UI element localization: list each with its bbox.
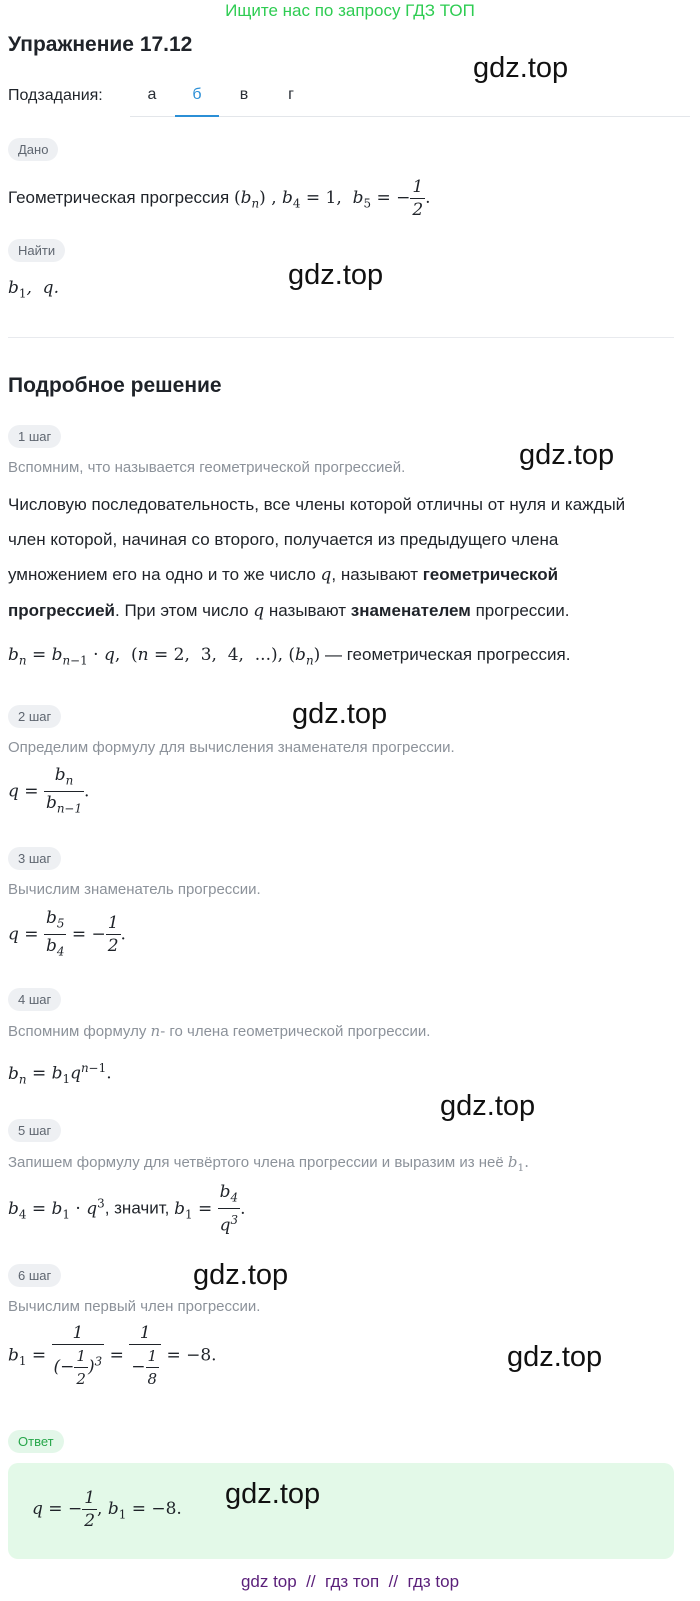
subtasks-label: Подзадания: — [8, 87, 103, 104]
given-text — [8, 176, 431, 221]
subtask-tabs — [130, 80, 690, 117]
step-1-formula: $b_n = b_{n-1} \cdot q$, (n = 2, 3, 4, ...), $(b_n)$ — геометрическая прогрессия. — [8, 645, 571, 668]
step-hint: Вспомним формулу n- го члена геометрической прогрессии. — [8, 1022, 431, 1040]
given-badge: Дано — [8, 138, 58, 161]
text-line: член которой, начиная со второго, получается из предыдущего члена — [8, 530, 559, 549]
watermark: gdz.top — [193, 1259, 289, 1291]
step-badge: 1 шаг — [8, 425, 61, 448]
step-badge: 3 шаг — [8, 847, 61, 870]
step-hint: Вспомним, что называется геометрической прогрессией. — [8, 459, 406, 476]
solution-title: Подробное решение — [8, 374, 222, 397]
step-badge: 4 шаг — [8, 988, 61, 1011]
text-line: прогрессией. При этом число q называют знаменателем прогрессии. — [8, 601, 570, 621]
find-badge: Найти — [8, 239, 65, 262]
step-badge: 2 шаг — [8, 705, 61, 728]
page-title: Упражнение 17.12 — [8, 33, 193, 56]
step-2-formula: q = $\frac{b_n}{b_{n-1}}$ . — [8, 765, 90, 816]
tab-v[interactable]: в — [239, 86, 249, 103]
find-formula: $b_1$, q. — [8, 278, 59, 301]
answer-badge: Ответ — [8, 1430, 64, 1453]
watermark: gdz.top — [288, 259, 384, 291]
text-line: умножением его на одно и то же число q, называют геометрической — [8, 565, 559, 585]
step-6-formula: $b_1$ = 1 (− $\frac{1}{2}$ )$^3$ = 1 − $\frac{1}{8}$ = −8. — [8, 1323, 217, 1388]
step-5-formula: $b_4 = b_1 \cdot q^3$, значит, $b_1$ = $\frac{b_4}{q^3}$ . — [8, 1182, 246, 1237]
text-line: Числовую последовательность, все члены которой отличны от нуля и каждый — [8, 495, 626, 514]
step-3-formula: q = $\frac{b_5}{b_4}$ = − $\frac{1}{2}$ . — [8, 908, 126, 959]
step-hint: Вычислим знаменатель прогрессии. — [8, 881, 261, 898]
watermark: gdz.top — [519, 439, 615, 471]
tab-g[interactable]: г — [288, 86, 294, 103]
divider — [8, 337, 674, 338]
step-4-formula: $b_n = b_1q^{n-1}$. — [8, 1061, 112, 1087]
search-banner: Ищите нас по запросу ГДЗ ТОП — [225, 1, 475, 20]
answer-formula: q = − $\frac{1}{2}$ , $b_1 = -8$. — [32, 1488, 182, 1531]
given-formula: $(b_n)$ , $b_4 = 1$, $b_5$ = − $\frac{1}{2}$ . — [233, 177, 431, 220]
tab-b[interactable]: б — [175, 86, 219, 104]
watermark: gdz.top — [440, 1090, 536, 1122]
step-hint: Вычислим первый член прогрессии. — [8, 1298, 261, 1315]
step-badge: 5 шаг — [8, 1119, 61, 1142]
watermark: gdz.top — [507, 1341, 603, 1373]
step-hint: Определим формулу для вычисления знаменателя прогрессии. — [8, 739, 455, 756]
watermark: gdz.top — [473, 52, 569, 84]
step-hint: Запишем формулу для четвёртого члена прогрессии и выразим из неё $b_1$. — [8, 1153, 529, 1174]
footer-links[interactable]: gdz top // гдз топ // гдз top — [240, 1572, 460, 1591]
step-1-text — [8, 487, 693, 629]
watermark: gdz.top — [225, 1478, 321, 1510]
step-badge: 6 шаг — [8, 1264, 61, 1287]
given-description: Геометрическая прогрессия — [8, 188, 230, 207]
watermark: gdz.top — [292, 698, 388, 730]
tab-a[interactable]: а — [147, 86, 157, 103]
